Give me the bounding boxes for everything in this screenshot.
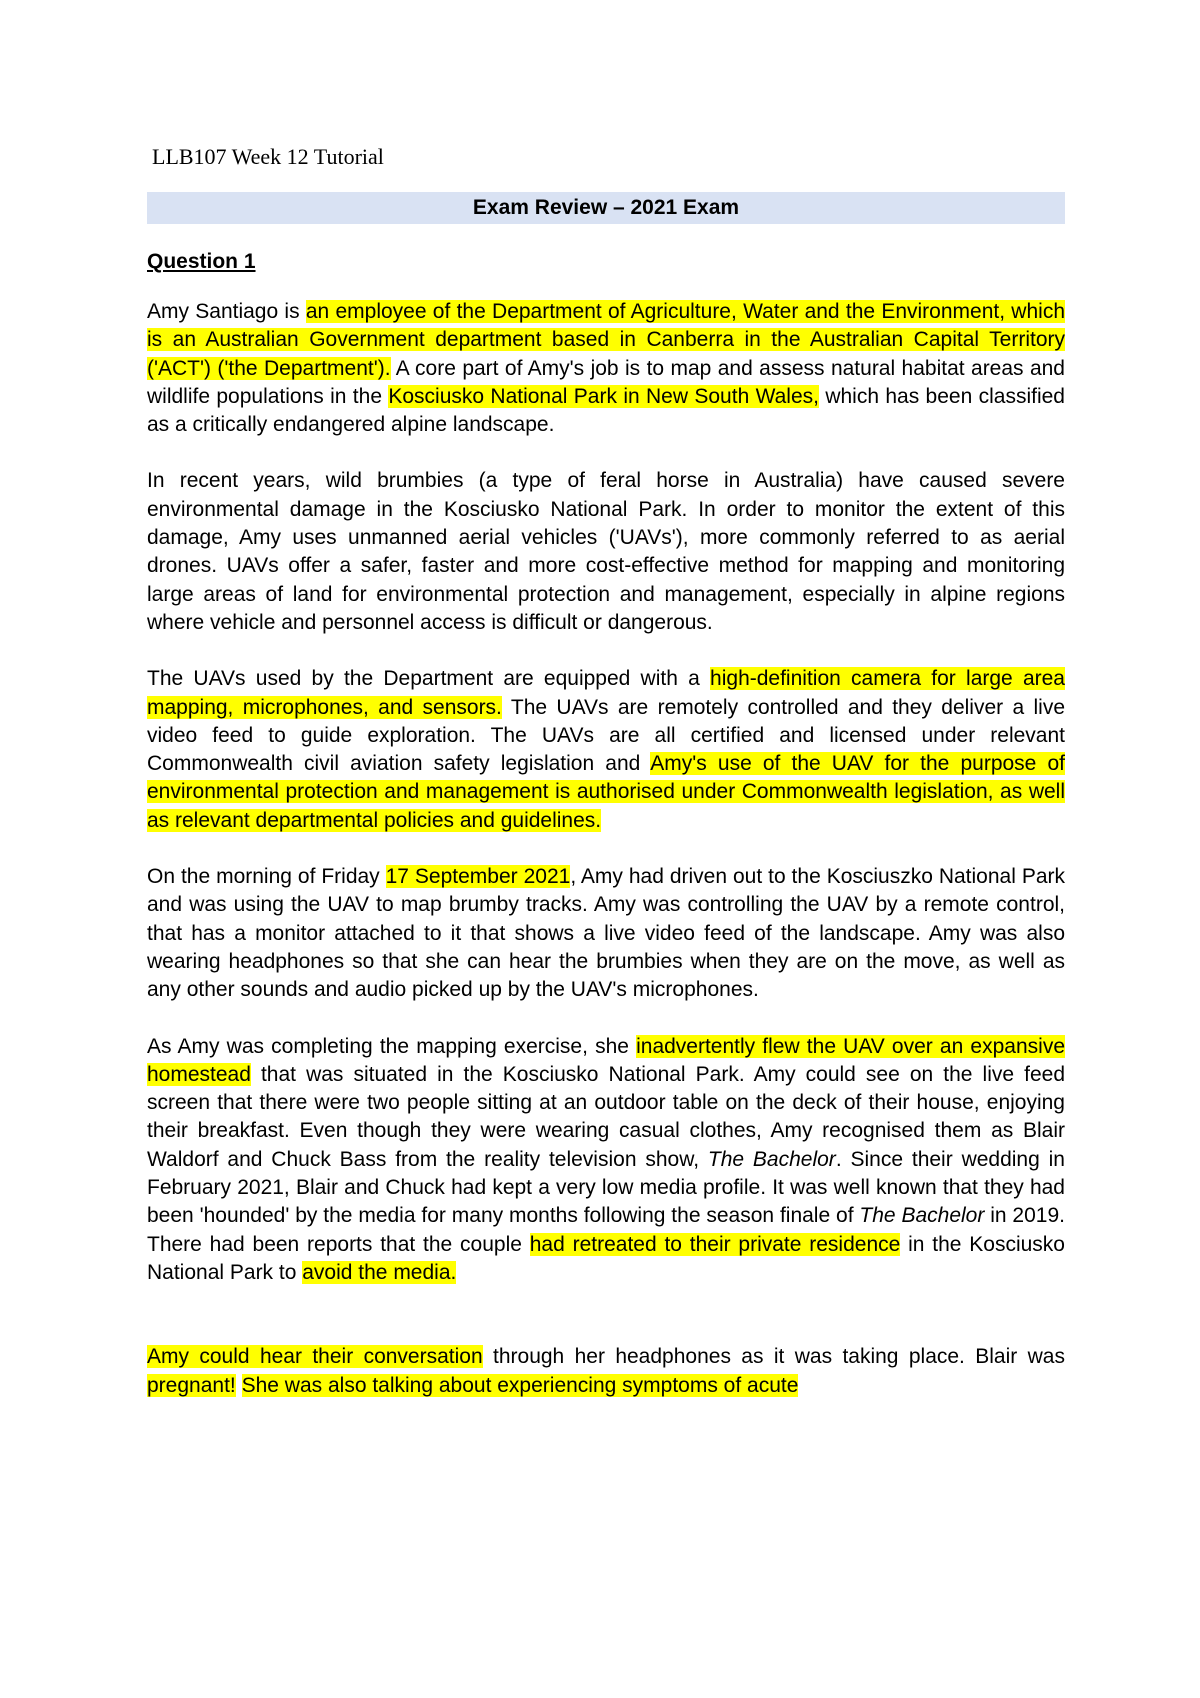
paragraph-text: In recent years, wild brumbies (a type of feral horse in Australia) have caused severe environmental damage in the Kosciusko National Park. In order to monitor the extent of this damage, Amy uses unmanned aerial vehicles ('UAVs'), more commonly referred to as aerial drones. UAVs offer a safer, faster and more cost-effective method for mapping and monitoring large areas of land for environmental protection and management, especially in alpine regions where vehicle and personnel access is difficult or dangerous. (147, 469, 1065, 634)
document-content (147, 142, 1065, 1428)
paragraph-text: through her headphones as it was taking place. Blair was (482, 1345, 1065, 1369)
paragraph-text: in the Kosciusko National Park to (147, 1232, 1065, 1284)
paragraph-text: The UAVs are remotely controlled and they deliver a live video feed to guide exploration. The UAVs are all certified and licensed under relevant Commonwealth civil aviation safety legislation and (147, 695, 1066, 776)
highlighted-text: Amy could hear their conversation (147, 1345, 483, 1369)
paragraph-text: , Amy had driven out to the Kosciuszko National Park and was using the UAV to map brumby tracks. Amy was controlling the UAV by a remote control, that has a monitor attached to it that shows a live video feed of the landscape. Amy was also wearing headphones so that she can hear the brumbies when they are on the move, as well as any other sounds and audio picked up by the UAV's microphones. (147, 865, 1066, 1002)
highlighted-text: had retreated to their private residence (529, 1232, 901, 1256)
highlighted-text: She was also talking about experiencing symptoms of acute (241, 1373, 799, 1397)
italic-text: The Bachelor (707, 1147, 836, 1171)
highlighted-text: Amy's use of the UAV for the purpose of environmental protection and management is authorised under Commonwealth legislation, as well as relevant departmental policies and guidelines. (147, 752, 1065, 832)
paragraph-text: . Since their wedding in February 2021, Blair and Chuck had kept a very low media profile. It was well known that they had been 'hounded' by the media for many months following the season finale of (147, 1147, 1065, 1228)
body-paragraphs (147, 298, 1065, 1400)
paragraph-text: The UAVs used by the Department are equipped with a (147, 667, 711, 691)
course-title: LLB107 Week 12 Tutorial (152, 144, 384, 169)
question-heading: Question 1 (147, 250, 256, 273)
body-paragraph (147, 1033, 1065, 1288)
paragraph-text: A core part of Amy's job is to map and assess natural habitat areas and wildlife populations in the (147, 356, 1065, 408)
highlighted-text: 17 September 2021 (385, 865, 571, 889)
highlighted-text: avoid the media. (302, 1260, 457, 1284)
paragraph-text: As Amy was completing the mapping exercise, she (147, 1034, 637, 1058)
highlighted-text: high-definition camera for large area mapping, microphones, and sensors. (147, 667, 1065, 719)
body-paragraph (147, 298, 1065, 439)
body-paragraph (147, 665, 1065, 835)
body-paragraph (147, 863, 1065, 1004)
paragraph-text: that was situated in the Kosciusko National Park. Amy could see on the live feed screen that there were two people sitting at an outdoor table on the deck of their house, enjoying their breakfast. Even though they were wearing casual clothes, Amy recognised them as Blair Waldorf and Chuck Bass from the reality television show, (147, 1062, 1065, 1171)
section-banner: Exam Review – 2021 Exam (147, 192, 1065, 224)
italic-text: The Bachelor (859, 1204, 985, 1228)
highlighted-text: pregnant! (147, 1373, 236, 1397)
paragraph-text: Amy Santiago is (147, 300, 306, 323)
paragraph-text: in 2019. There had been reports that the couple (147, 1204, 1065, 1256)
highlighted-text: an employee of the Department of Agriculture, Water and the Environment, which is an Australian Government department based in Canberra in the Australian Capital Territory ('ACT') ('the Department'). (147, 300, 1066, 380)
highlighted-text: inadvertently flew the UAV over an expansive homestead (147, 1034, 1065, 1086)
paragraph-text: which has been classified as a critically endangered alpine landscape. (147, 384, 1065, 437)
paragraph-text (236, 1374, 242, 1397)
paragraph-text: On the morning of Friday (147, 865, 386, 889)
body-paragraph (147, 467, 1065, 637)
highlighted-text: Kosciusko National Park in New South Wales, (388, 384, 819, 408)
body-paragraph (147, 1343, 1065, 1400)
